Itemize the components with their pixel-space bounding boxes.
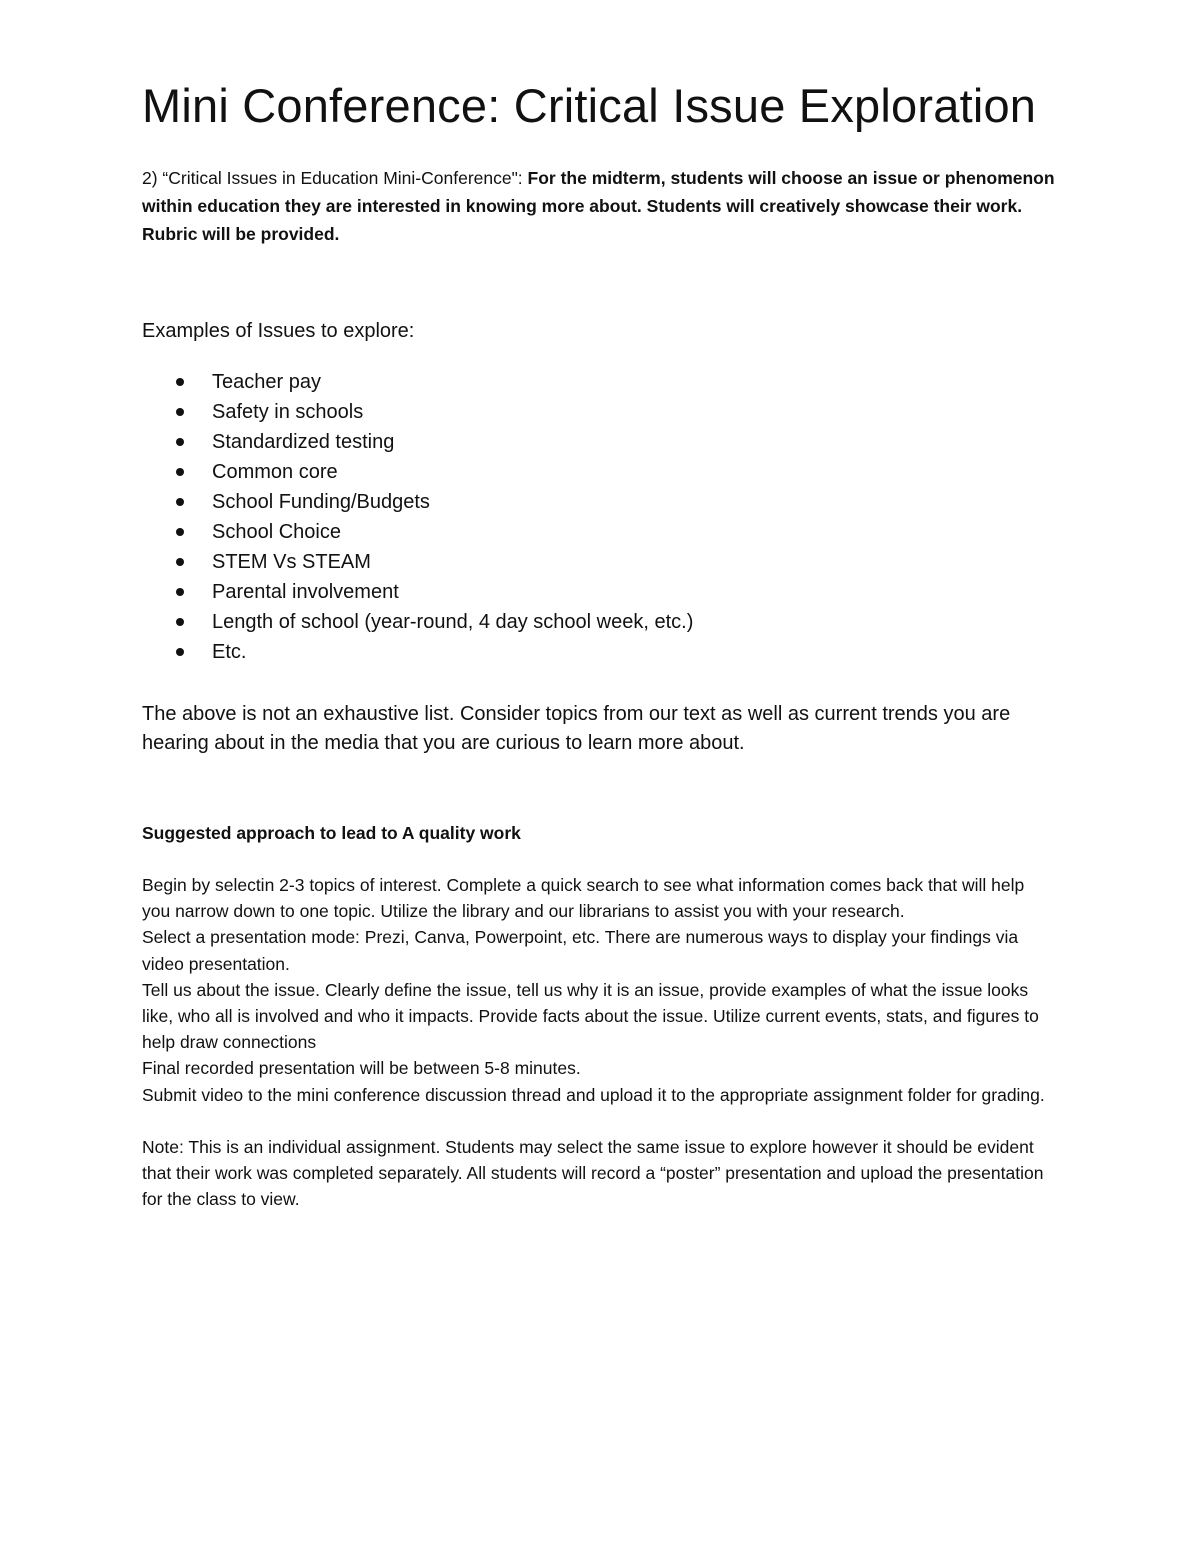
issue-label: STEM Vs STEAM — [212, 551, 371, 573]
intro-lead: 2) “Critical Issues in Education Mini-Conference": — [142, 168, 523, 188]
issue-label: Length of school (year-round, 4 day school week, etc.) — [212, 611, 694, 633]
list-item — [142, 487, 1060, 517]
issue-label: Safety in schools — [212, 401, 364, 423]
bullet-icon — [176, 648, 184, 656]
bullet-icon — [176, 618, 184, 626]
intro-text: For the midterm, students will choose an issue or phenomenon within education they are interested in knowing more about. Students will creatively showcase their work. Rubric will be provided. — [142, 168, 1055, 244]
bullet-icon — [176, 378, 184, 386]
approach-heading: Suggested approach to lead to A quality work — [142, 823, 521, 843]
bullet-icon — [176, 558, 184, 566]
approach-steps — [142, 872, 1060, 1108]
summary-paragraph: The above is not an exhaustive list. Consider topics from our text as well as current trends you are hearing about in the media that you are curious to learn more about. — [142, 703, 1011, 754]
bullet-icon — [176, 438, 184, 446]
issue-label: Parental involvement — [212, 581, 399, 603]
step-paragraph: Begin by selectin 2-3 topics of interest. Complete a quick search to see what information comes back that will help you narrow down to one topic. Utilize the library and our librarians to assist you with your research. — [142, 875, 1025, 922]
list-item — [142, 517, 1060, 547]
bullet-icon — [176, 528, 184, 536]
step-paragraph: Submit video to the mini conference discussion thread and upload it to the appropriate assignment folder for grading. — [142, 1084, 1045, 1105]
bullet-icon — [176, 588, 184, 596]
list-item — [142, 457, 1060, 487]
bullet-icon — [176, 498, 184, 506]
step-paragraph: Tell us about the issue. Clearly define the issue, tell us why it is an issue, provide examples of what the issue looks like, who all is involved and who it impacts. Provide facts about the issue. Utilize current events, stats, and figures to help draw connections — [142, 979, 1039, 1053]
step-paragraph: Final recorded presentation will be between 5-8 minutes. — [142, 1058, 581, 1079]
list-item — [142, 637, 1060, 667]
list-item — [142, 577, 1060, 607]
issue-label: Common core — [212, 461, 338, 483]
list-item — [142, 427, 1060, 457]
bullet-icon — [176, 468, 184, 476]
document-title: Mini Conference: Critical Issue Exploration — [142, 79, 1037, 132]
examples-heading: Examples of Issues to explore: — [142, 320, 415, 342]
list-item — [142, 547, 1060, 577]
issue-label: Teacher pay — [212, 371, 321, 393]
step-paragraph: Select a presentation mode: Prezi, Canva, Powerpoint, etc. There are numerous ways to display your findings via video presentation. — [142, 927, 1019, 974]
issue-label: Etc. — [212, 641, 247, 663]
issue-label: Standardized testing — [212, 431, 395, 453]
issue-label: School Choice — [212, 521, 341, 543]
issues-list — [142, 367, 1060, 667]
note-paragraph: Note: This is an individual assignment. Students may select the same issue to explore however it should be evident that their work was completed separately. All students will record a “poster” presentation and upload the presentation for the class to view. — [142, 1136, 1044, 1210]
intro-paragraph — [142, 164, 1060, 248]
bullet-icon — [176, 408, 184, 416]
list-item — [142, 397, 1060, 427]
list-item — [142, 367, 1060, 397]
list-item — [142, 607, 1060, 637]
issue-label: School Funding/Budgets — [212, 491, 430, 513]
